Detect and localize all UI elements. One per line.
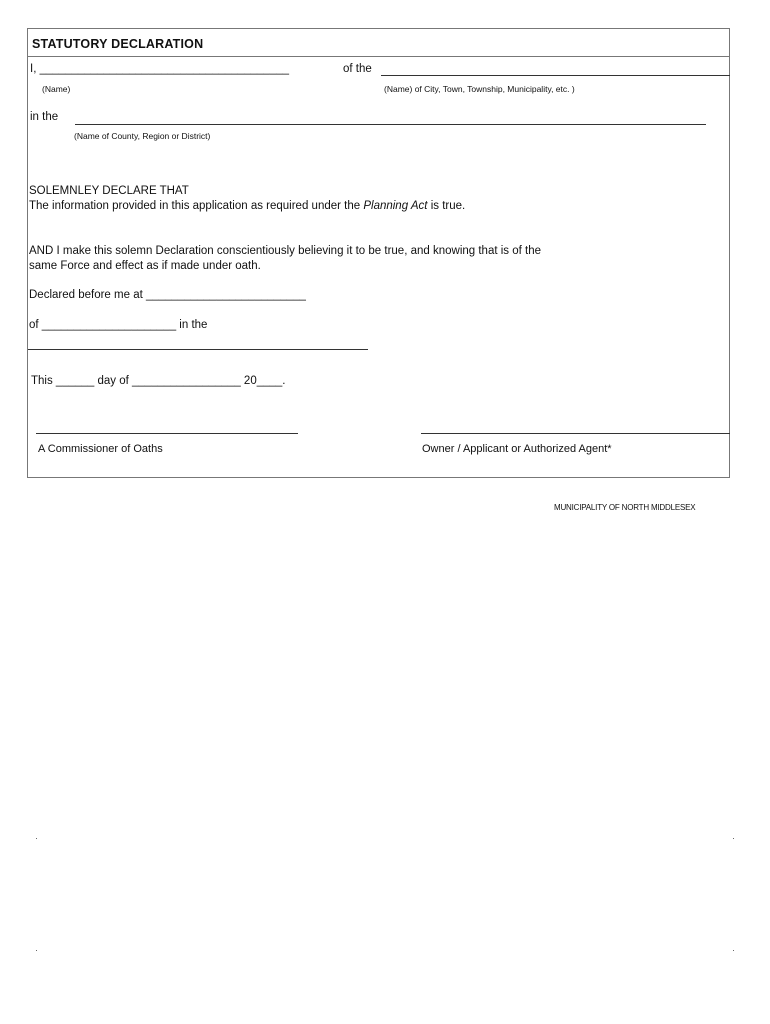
commissioner-signature-rule[interactable] [36,433,298,434]
info-line-before: The information provided in this application as required under the [29,200,364,212]
declared-before-line: Declared before me at _________________________ [29,289,306,301]
form-title: STATUTORY DECLARATION [32,37,204,51]
name-caption: (Name) [42,84,71,94]
location-rule[interactable] [28,349,368,350]
scan-mark [733,838,734,839]
info-line-after: is true. [427,200,466,212]
scan-mark [36,950,37,951]
planning-act: Planning Act [363,200,428,212]
municipality-footer: MUNICIPALITY OF NORTH MIDDLESEX [554,503,696,512]
city-name-rule[interactable] [381,75,730,76]
declare-heading: SOLEMNLEY DECLARE THAT [29,185,189,197]
in-the-label: in the [30,111,59,123]
and-line-2: same Force and effect as if made under oath. [29,260,261,272]
commissioner-label: A Commissioner of Oaths [38,443,163,455]
of-the-label: of the [343,63,372,75]
owner-signature-rule[interactable] [421,433,730,434]
owner-label: Owner / Applicant or Authorized Agent* [422,443,612,455]
this-day-line: This ______ day of _________________ 20____. [31,375,286,387]
city-caption: (Name) of City, Town, Township, Municipality, etc. ) [384,84,575,94]
info-line [29,200,465,212]
and-line-1: AND I make this solemn Declaration conscientiously believing it to be true, and knowing that is of the [29,245,542,257]
scan-mark [36,838,37,839]
title-row [28,29,729,57]
scan-mark [733,950,734,951]
county-caption: (Name of County, Region or District) [74,131,211,141]
county-name-rule[interactable] [75,124,706,125]
of-in-the-line: of _____________________ in the [29,319,208,331]
declarant-name-line: I, _______________________________________ [30,63,290,75]
declaration-box [27,28,730,478]
